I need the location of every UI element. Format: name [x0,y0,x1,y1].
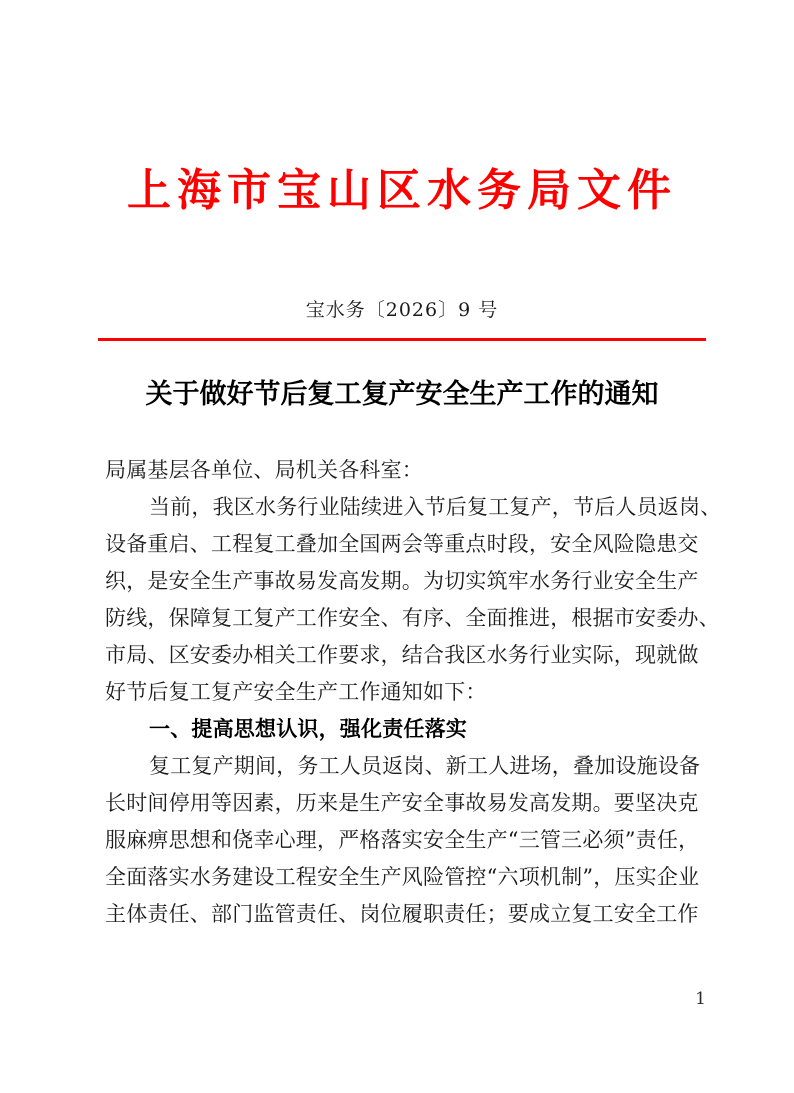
paragraph-line: 长时间停用等因素，历来是生产安全事故易发高发期。要坚决克 [105,791,699,815]
red-separator-rule [98,338,706,341]
paragraph-line: 服麻痹思想和侥幸心理，严格落实安全生产“三管三必须”责任， [105,828,700,852]
document-body [105,452,722,933]
recipients-line: 局属基层各单位、局机关各科室： [105,458,423,482]
paragraph-line: 好节后复工复产安全生产工作通知如下： [105,680,487,704]
document-title: 关于做好节后复工复产安全生产工作的通知 [145,379,659,410]
paragraph-line: 设备重启、工程复工叠加全国两会等重点时段，安全风险隐患交 [105,532,699,556]
paragraph-line: 当前，我区水务行业陆续进入节后复工复产，节后人员返岗、 [149,495,722,519]
paragraph-line: 织，是安全生产事故易发高发期。为切实筑牢水务行业安全生产 [105,569,699,593]
document-masthead: 上海市宝山区水务局文件 [127,165,677,216]
section-heading-1: 一、提高思想认识，强化责任落实 [149,717,467,741]
paragraph-line: 全面落实水务建设工程安全生产风险管控“六项机制”，压实企业 [105,865,700,889]
page-number: 1 [695,989,706,1009]
paragraph-line: 复工复产期间，务工人员返岗、新工人进场，叠加设施设备 [149,754,701,778]
document-serial-number: 宝水务〔2026〕9 号 [305,299,499,321]
paragraph-line: 主体责任、部门监管责任、岗位履职责任；要成立复工安全工作 [105,902,699,926]
paragraph-line: 市局、区安委办相关工作要求，结合我区水务行业实际，现就做 [105,643,699,667]
paragraph-line: 防线，保障复工复产工作安全、有序、全面推进，根据市安委办、 [105,606,720,630]
